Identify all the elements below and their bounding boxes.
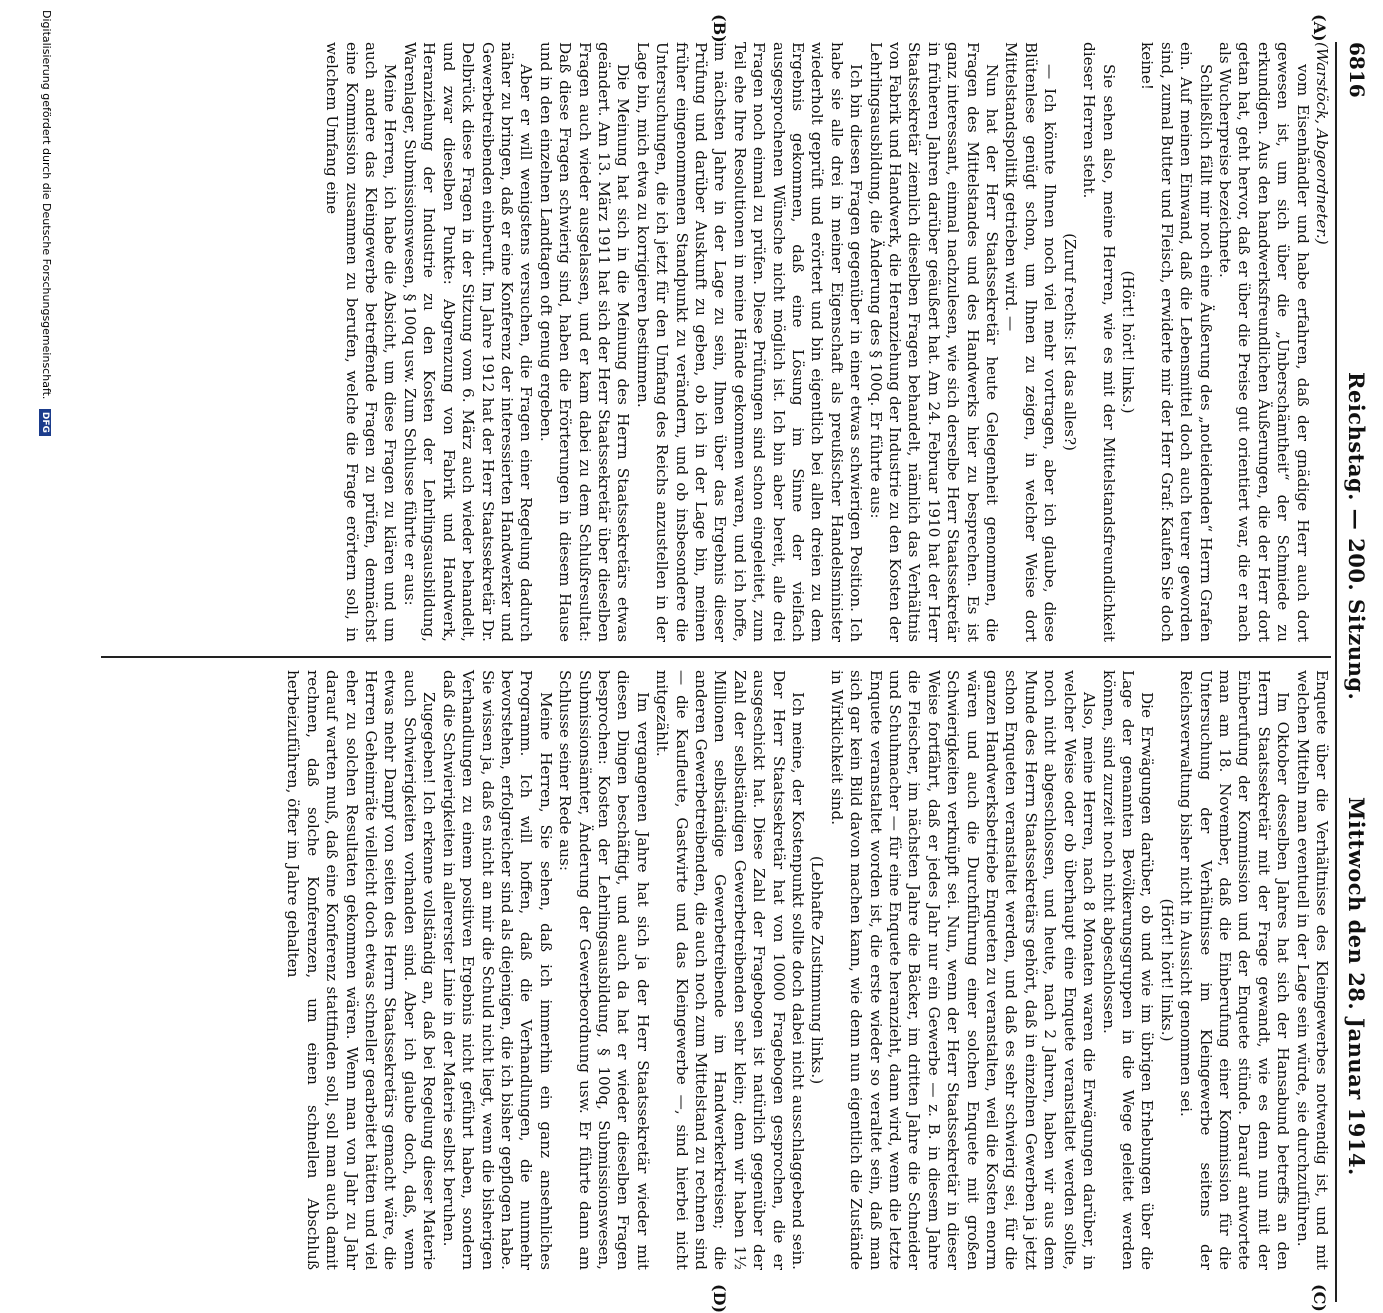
left-column	[61, 42, 1331, 642]
paragraph: Enquete über die Verhältnisse des Kleingewerbes notwendig ist, und mit welchen Mitteln man eventuell in der Lage sein würde, sie durchzuführen.	[1293, 670, 1331, 1270]
paragraph: Im vergangenen Jahre hat sich ja der Herr Staatssekretär wieder mit diesen Dingen beschäftigt, und auch da hat er wieder dieselben Fragen besprochen: Kosten der Lehrlingsausbildung, § 100q, Submissionswesen, Submissionsämter, Änderung der Gewerbeordnung usw. Er führte dann am Schlusse seiner Rede aus:	[556, 670, 652, 1270]
quotation: Ich bin diesen Fragen gegenüber in einer etwas schwierigen Position. Ich habe sie alle drei in meiner Eigenschaft als preußischer Handelsminister wiederholt geprüft und erörtert und bin eigentlich bei allen dreien zu dem Ergebnis gekommen, daß eine Lösung im Sinne der vielfach ausgesprochenen Wünsche nicht möglich ist. Ich bin aber bereit, alle drei Fragen noch einmal zu prüfen. Diese Prüfungen sind schon eingeleitet, zum Teil ehe Ihre Resolutionen in meine Hände gekommen waren, und ich hoffe, im nächsten Jahre in der Lage zu sein, Ihnen über das Ergebnis dieser Prüfung und darüber Auskunft zu geben, ob ich in der Lage bin, meinen früher eingenommenen Standpunkt zu verändern, und ob insbesondere die Untersuchungen, die ich jetzt für den Umfang des Reichs anzustellen in der Lage bin, mich etwa zu korrigieren bestimmen.	[633, 42, 866, 642]
session-date: Mittwoch den 28. Januar 1914.	[1344, 797, 1369, 1176]
paragraph: Zugegeben! Ich erkenne vollständig an, daß bei Regelung dieser Materie auch Schwierigkeiten vorhanden sind. Aber ich glaube doch, daß, wenn etwas mehr Dampf von seiten des Herrn Staatssekretärs gemacht wäre, die Herren Geheimräte vielleicht doch etwas schneller gearbeitet hätten und viel eher zu solchen Resultaten gekommen wären. Wenn man von Jahr zu Jahr darauf warten muß, daß eine Konferenz stattfinden soll, soll man auch damit rechnen, daß solche Konferenzen, um einen schnellen Abschluß herbeizuführen, öfter im Jahre gehalten	[284, 670, 439, 1270]
paragraph: Im Oktober desselben Jahres hat sich der Hansabund betreffs an den Herrn Staatssekretär mit der Frage gewandt, wie es denn nun mit der Einberufung der Kommission und der Enquete stünde. Darauf antwortete man am 18. November, daß die Einberufung einer Kommission für die Untersuchung der Verhältnisse im Kleingewerbe seitens der Reichsverwaltung bisher nicht in Aussicht genommen sei.	[1177, 670, 1293, 1270]
paragraph: Ich meine, der Kostenpunkt sollte doch dabei nicht ausschlaggebend sein. Der Herr Staatssekretär hat von 10000 Fragebogen gesprochen, die er ausgeschickt hat. Diese Zahl der Fragebogen ist natürlich gegenüber der Zahl der selbständigen Gewerbetreibenden sehr klein; denn wir haben 1½ Millionen selbständige Gewerbetreibende im Handwerkerkreisen; die anderen Gewerbetreibenden, die auch noch zum Mittelstand zu rechnen sind — die Kaufleute, Gastwirte und das Kleingewerbe —, sind hierbei nicht mitgezählt.	[653, 670, 808, 1270]
dfg-logo: DFG	[39, 409, 51, 436]
interjection: (Hört! hört! links.)	[1157, 898, 1176, 1042]
paragraph: Schließlich fällt mir noch eine Äußerung des „notleidenden“ Herrn Grafen ein. Auf meinen Einwand, daß die Lebensmittel doch auch teurer geworden sind, zumal Butter und Fleisch, erwiderte mir der Herr Graf: Kaufen Sie doch keine!	[1138, 42, 1215, 642]
quotation: Meine Herren, ich habe die Absicht, um diese Fragen zu klären und um auch andere das Kleingewerbe betreffende Fragen zu prüfen, demnächst eine Kommission zusammen zu berufen, welche die Frage erörtern soll, in welchem Umfang eine	[323, 42, 400, 642]
quotation: Die Erwägungen darüber, ob und wie im übrigen Erhebungen über die Lage der genannten Bevölkerungsgruppen in die Wege geleitet werden können, sind zurzeit noch nicht abgeschlossen.	[1099, 670, 1157, 1270]
margin-marker-b: (B)	[710, 14, 729, 43]
paragraph: Also, meine Herren, nach 8 Monaten waren die Erwägungen darüber, in welcher Weise oder ob überhaupt eine Enquete veranstaltet werden sollte, noch nicht abgeschlossen, und heute, nach 2 Jahren, haben wir aus dem Munde des Herrn Staatssekretärs gehört, daß in einzelnen Gewerben ja jetzt schon Enqueten veranstaltet werden, und daß es sehr schwierig sei, für die ganzen Handwerksbetriebe Enqueten zu veranstalten, weil die Kosten enorm wären und auch die Durchführung einer solchen Enquete mit großen Schwierigkeiten verknüpft sei. Nun, wenn der Herr Staatssekretär in dieser Weise fortfährt, daß er jedes Jahr nur ein Gewerbe — z. B. in diesem Jahre die Fleischer, im nächsten Jahre die Bäcker, im dritten Jahre die Schneider und Schuhmacher — für eine Enquete heranzieht, dann wird, wenn die letzte Enquete veranstaltet worden ist, die erste wieder so veraltet sein, daß man sich gar kein Bild davon machen kann, wie denn nun eigentlich die Zustände in Wirklichkeit sind.	[827, 670, 1099, 1270]
margin-marker-d: (D)	[710, 1284, 729, 1313]
interjection: (Zuruf rechts: Ist das alles?)	[1060, 233, 1079, 451]
page-header	[1341, 42, 1375, 1302]
column-divider	[101, 656, 1331, 658]
margin-marker-a: (A)	[1310, 14, 1329, 42]
interjection: (Lebhafte Zustimmung links.)	[808, 855, 827, 1085]
digitization-footer	[39, 10, 53, 436]
paragraph: Die Meinung hat sich in die Meinung des Herrn Staatssekretärs etwas geändert. Am 13. März 1911 hat sich der Herr Staatssekretär über dieselben Fragen auch wieder ausgelassen, und er kam dabei zu dem Schlußresultat: Daß diese Fragen schwierig sind, haben die Erörterungen in diesem Hause und in den einzelnen Landtagen oft genug ergeben.	[536, 42, 633, 642]
paragraph: Aber er will wenigstens versuchen, die Fragen einer Regelung dadurch näher zu bringen, daß er eine Konferenz der interessierten Handwerker und Gewerbetreibenden einberuft. Im Jahre 1912 hat der Herr Staatssekretär Dr. Delbrück diese Fragen in der Sitzung vom 6. März auch wieder behandelt, und zwar dieselben Punkte: Abgrenzung von Fabrik und Handwerk, Heranziehung der Industrie zu den Kosten der Lehrlingsausbildung, Warenlager, Submissionswesen, § 100q usw. Zum Schlusse führte er aus:	[400, 42, 536, 642]
margin-marker-c: (C)	[1310, 1284, 1329, 1312]
footer-text: Digitalisierung gefördert durch die Deutsche Forschungsgemeinschaft.	[40, 10, 53, 400]
quotation: Meine Herren, Sie sehen, daß ich immerhin ein ganz ansehnliches Programm. Ich will hoffen, daß die Verhandlungen, die nunmehr bevorstehen, erfolgreicher sind als diejenigen, die ich bisher gepflogen habe. Sie wissen ja, daß es nicht an mir die Schuld nicht liegt, wenn die bisherigen Verhandlungen zu einem positiven Ergebnis nicht geführt haben, sondern daß die Schwierigkeiten in allererster Linie in der Materie selbst beruhen.	[439, 670, 555, 1270]
paragraph: — Ich könnte Ihnen noch viel mehr vortragen, aber ich glaube, diese Blütenlese genügt schon, um Ihnen zu zeigen, in welcher Weise dort Mittelstandspolitik getrieben wird. —	[1002, 42, 1060, 642]
speaker-label: (Warstöck, Abgeordneter.)	[1313, 42, 1331, 245]
interjection: (Hört! hört! links.)	[1118, 270, 1137, 414]
paragraph: Nun hat der Herr Staatssekretär heute Gelegenheit genommen, die Fragen des Mittelstandes und des Handwerks hier zu besprechen. Es ist ganz interessant, einmal nachzulesen, wie sich derselbe Herr Staatssekretär in früheren Jahren darüber geäußert hat. Am 24. Februar 1910 hat der Herr Staatssekretär ziemlich dieselben Fragen behandelt, nämlich das Verhältnis von Fabrik und Handwerk, die Heranziehung der Industrie zu den Kosten der Lehrlingsausbildung, die Änderung des § 100q. Er führte aus:	[866, 42, 1002, 642]
page-title: Reichstag. — 200. Sitzung.	[1344, 372, 1369, 701]
page-number: 6816	[1345, 42, 1369, 98]
header-rule	[1335, 42, 1337, 1302]
paragraph: Sie sehen also, meine Herren, wie es mit der Mittelstandsfreundlichkeit dieser Herren steht.	[1080, 42, 1118, 642]
right-column	[61, 670, 1331, 1270]
paragraph: vom Eisenhändler und habe erfahren, daß der gnädige Herr auch dort gewesen ist, um sich über die „Unberschämtheit“ der Schmiede zu erkundigen. Aus den handwerksfreundlichen Äußerungen, die der Herr dort getan hat, geht hervor, daß er über die Preise gut orientiert war, die er nach als Wucherpreise bezeichnete.	[1215, 42, 1312, 642]
